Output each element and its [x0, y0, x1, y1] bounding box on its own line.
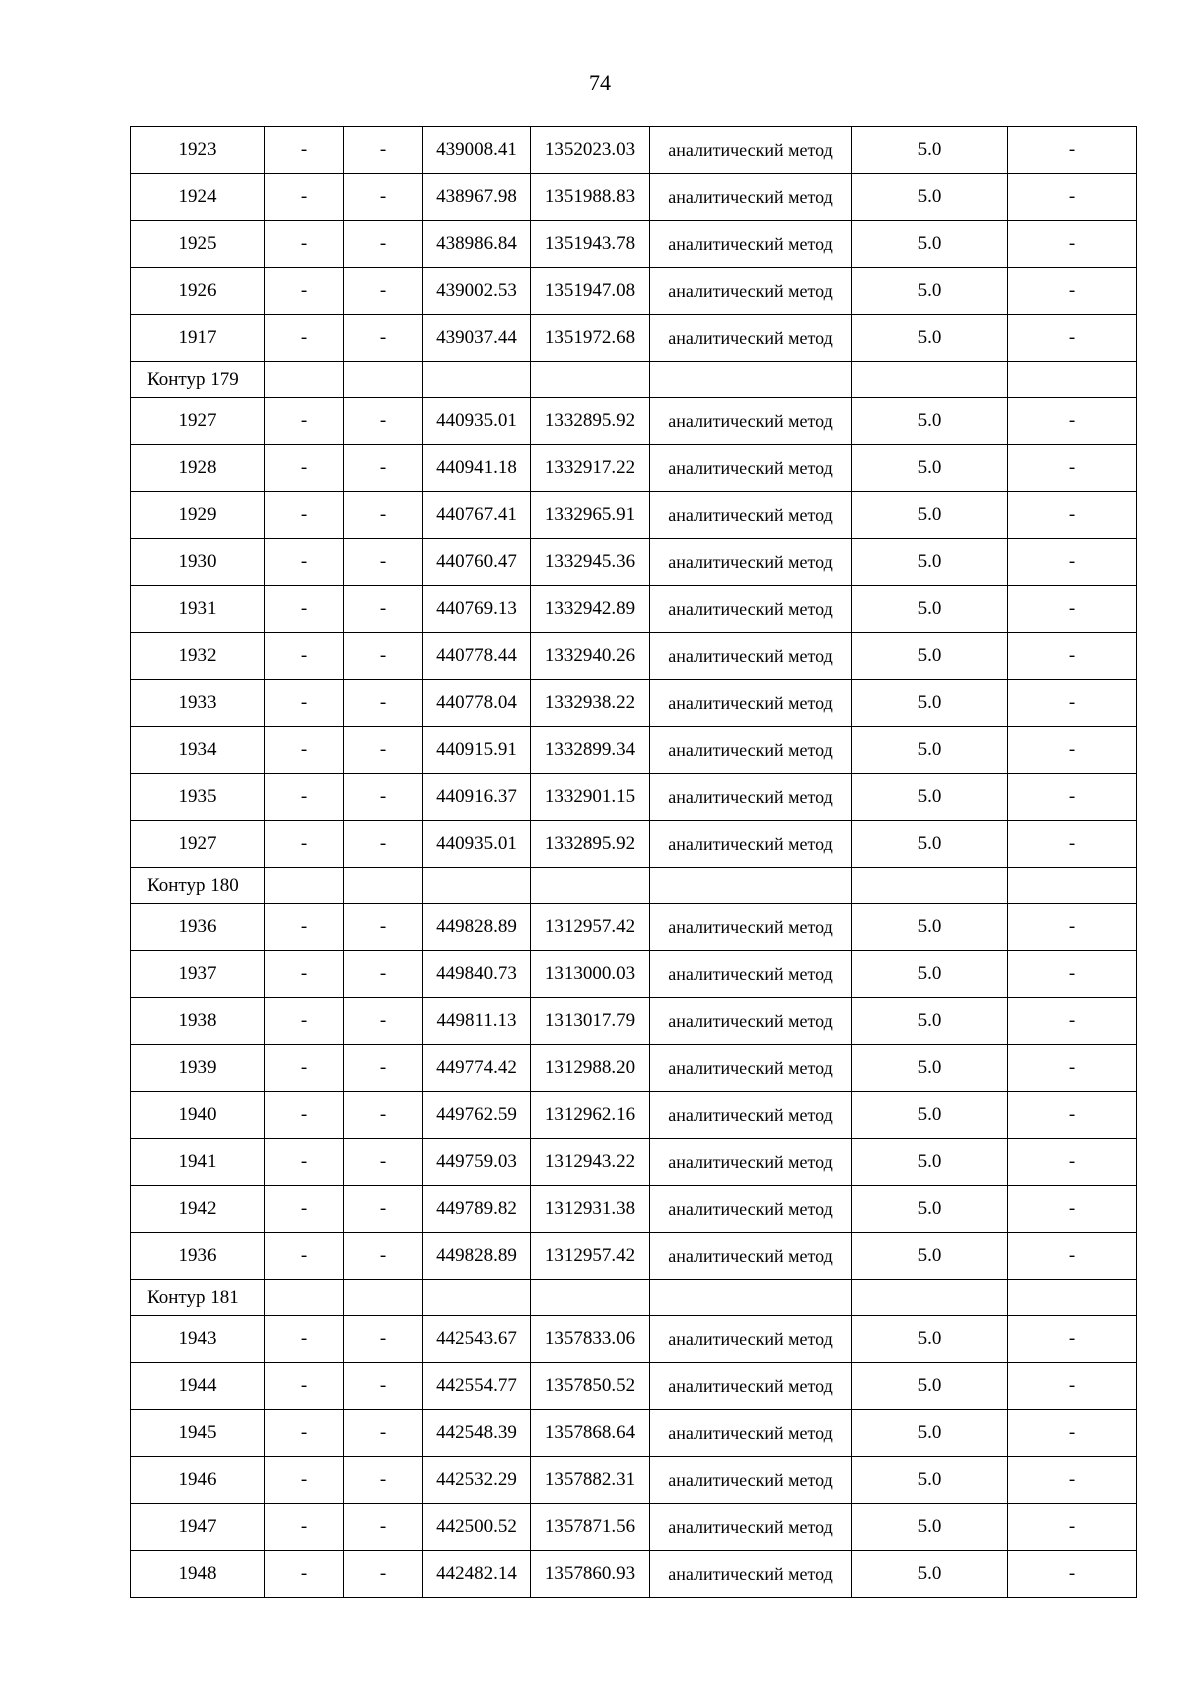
table-row [131, 1045, 1137, 1092]
dash-cell: - [265, 127, 344, 174]
dash-cell: - [344, 174, 423, 221]
y-coordinate-cell: 1351972.68 [531, 315, 650, 362]
empty-cell [423, 1280, 531, 1316]
empty-cell [423, 868, 531, 904]
note-cell: - [1008, 221, 1137, 268]
note-cell: - [1008, 727, 1137, 774]
table-row [131, 727, 1137, 774]
empty-cell [852, 362, 1008, 398]
dash-cell: - [344, 1410, 423, 1457]
empty-cell [1008, 868, 1137, 904]
note-cell: - [1008, 539, 1137, 586]
table-row [131, 774, 1137, 821]
table-row [131, 398, 1137, 445]
y-coordinate-cell: 1332942.89 [531, 586, 650, 633]
y-coordinate-cell: 1357871.56 [531, 1504, 650, 1551]
accuracy-cell: 5.0 [852, 1092, 1008, 1139]
dash-cell: - [344, 998, 423, 1045]
x-coordinate-cell: 449828.89 [423, 904, 531, 951]
table-row [131, 998, 1137, 1045]
accuracy-cell: 5.0 [852, 1186, 1008, 1233]
accuracy-cell: 5.0 [852, 221, 1008, 268]
empty-cell [650, 868, 852, 904]
contour-label: Контур 179 [131, 362, 265, 398]
x-coordinate-cell: 438986.84 [423, 221, 531, 268]
note-cell: - [1008, 586, 1137, 633]
point-id-cell: 1935 [131, 774, 265, 821]
accuracy-cell: 5.0 [852, 1316, 1008, 1363]
method-cell: аналитический метод [650, 1186, 852, 1233]
table-row [131, 268, 1137, 315]
dash-cell: - [265, 1410, 344, 1457]
method-cell: аналитический метод [650, 774, 852, 821]
table-row [131, 951, 1137, 998]
empty-cell [650, 1280, 852, 1316]
y-coordinate-cell: 1332917.22 [531, 445, 650, 492]
dash-cell: - [344, 1045, 423, 1092]
accuracy-cell: 5.0 [852, 315, 1008, 362]
x-coordinate-cell: 449774.42 [423, 1045, 531, 1092]
y-coordinate-cell: 1312957.42 [531, 1233, 650, 1280]
x-coordinate-cell: 440767.41 [423, 492, 531, 539]
method-cell: аналитический метод [650, 680, 852, 727]
dash-cell: - [265, 1504, 344, 1551]
note-cell: - [1008, 821, 1137, 868]
table-row [131, 315, 1137, 362]
accuracy-cell: 5.0 [852, 539, 1008, 586]
table-row [131, 1457, 1137, 1504]
empty-cell [852, 1280, 1008, 1316]
method-cell: аналитический метод [650, 1316, 852, 1363]
table-row [131, 904, 1137, 951]
dash-cell: - [344, 1233, 423, 1280]
dash-cell: - [344, 680, 423, 727]
dash-cell: - [344, 1316, 423, 1363]
empty-cell [423, 362, 531, 398]
method-cell: аналитический метод [650, 221, 852, 268]
contour-label: Контур 181 [131, 1280, 265, 1316]
dash-cell: - [344, 127, 423, 174]
method-cell: аналитический метод [650, 1504, 852, 1551]
table-row [131, 1139, 1137, 1186]
method-cell: аналитический метод [650, 727, 852, 774]
accuracy-cell: 5.0 [852, 1363, 1008, 1410]
dash-cell: - [265, 1363, 344, 1410]
method-cell: аналитический метод [650, 127, 852, 174]
dash-cell: - [265, 727, 344, 774]
y-coordinate-cell: 1357860.93 [531, 1551, 650, 1598]
dash-cell: - [344, 633, 423, 680]
point-id-cell: 1941 [131, 1139, 265, 1186]
dash-cell: - [344, 221, 423, 268]
x-coordinate-cell: 439037.44 [423, 315, 531, 362]
empty-cell [344, 868, 423, 904]
empty-cell [265, 1280, 344, 1316]
y-coordinate-cell: 1312957.42 [531, 904, 650, 951]
x-coordinate-cell: 449828.89 [423, 1233, 531, 1280]
coordinates-table [130, 126, 1137, 1598]
dash-cell: - [265, 586, 344, 633]
point-id-cell: 1931 [131, 586, 265, 633]
accuracy-cell: 5.0 [852, 268, 1008, 315]
point-id-cell: 1947 [131, 1504, 265, 1551]
point-id-cell: 1932 [131, 633, 265, 680]
dash-cell: - [265, 315, 344, 362]
x-coordinate-cell: 442543.67 [423, 1316, 531, 1363]
dash-cell: - [344, 951, 423, 998]
y-coordinate-cell: 1351988.83 [531, 174, 650, 221]
accuracy-cell: 5.0 [852, 445, 1008, 492]
note-cell: - [1008, 1551, 1137, 1598]
point-id-cell: 1939 [131, 1045, 265, 1092]
x-coordinate-cell: 442532.29 [423, 1457, 531, 1504]
table-row [131, 680, 1137, 727]
point-id-cell: 1917 [131, 315, 265, 362]
dash-cell: - [344, 1504, 423, 1551]
contour-label: Контур 180 [131, 868, 265, 904]
dash-cell: - [344, 1139, 423, 1186]
dash-cell: - [344, 1457, 423, 1504]
accuracy-cell: 5.0 [852, 998, 1008, 1045]
note-cell: - [1008, 1092, 1137, 1139]
point-id-cell: 1923 [131, 127, 265, 174]
point-id-cell: 1948 [131, 1551, 265, 1598]
dash-cell: - [265, 998, 344, 1045]
empty-cell [344, 362, 423, 398]
y-coordinate-cell: 1357882.31 [531, 1457, 650, 1504]
accuracy-cell: 5.0 [852, 633, 1008, 680]
method-cell: аналитический метод [650, 1363, 852, 1410]
method-cell: аналитический метод [650, 398, 852, 445]
point-id-cell: 1933 [131, 680, 265, 727]
dash-cell: - [265, 1233, 344, 1280]
method-cell: аналитический метод [650, 1139, 852, 1186]
note-cell: - [1008, 951, 1137, 998]
point-id-cell: 1937 [131, 951, 265, 998]
method-cell: аналитический метод [650, 445, 852, 492]
dash-cell: - [344, 904, 423, 951]
dash-cell: - [265, 633, 344, 680]
accuracy-cell: 5.0 [852, 774, 1008, 821]
table-row [131, 1316, 1137, 1363]
method-cell: аналитический метод [650, 586, 852, 633]
dash-cell: - [265, 821, 344, 868]
table-row [131, 445, 1137, 492]
y-coordinate-cell: 1332938.22 [531, 680, 650, 727]
dash-cell: - [344, 539, 423, 586]
empty-cell [531, 362, 650, 398]
note-cell: - [1008, 774, 1137, 821]
dash-cell: - [344, 268, 423, 315]
note-cell: - [1008, 398, 1137, 445]
table-row [131, 1363, 1137, 1410]
dash-cell: - [265, 174, 344, 221]
x-coordinate-cell: 439008.41 [423, 127, 531, 174]
table-row [131, 1186, 1137, 1233]
x-coordinate-cell: 440769.13 [423, 586, 531, 633]
table-row [131, 492, 1137, 539]
dash-cell: - [265, 1139, 344, 1186]
contour-header-row [131, 868, 1137, 904]
empty-cell [1008, 1280, 1137, 1316]
note-cell: - [1008, 1457, 1137, 1504]
point-id-cell: 1936 [131, 1233, 265, 1280]
accuracy-cell: 5.0 [852, 398, 1008, 445]
empty-cell [1008, 362, 1137, 398]
dash-cell: - [344, 1186, 423, 1233]
method-cell: аналитический метод [650, 492, 852, 539]
table-row [131, 586, 1137, 633]
point-id-cell: 1934 [131, 727, 265, 774]
accuracy-cell: 5.0 [852, 821, 1008, 868]
y-coordinate-cell: 1351943.78 [531, 221, 650, 268]
dash-cell: - [344, 1551, 423, 1598]
page-number: 74 [589, 70, 611, 95]
x-coordinate-cell: 442548.39 [423, 1410, 531, 1457]
table-row [131, 1551, 1137, 1598]
note-cell: - [1008, 633, 1137, 680]
point-id-cell: 1945 [131, 1410, 265, 1457]
point-id-cell: 1942 [131, 1186, 265, 1233]
accuracy-cell: 5.0 [852, 904, 1008, 951]
point-id-cell: 1927 [131, 821, 265, 868]
dash-cell: - [344, 315, 423, 362]
note-cell: - [1008, 127, 1137, 174]
dash-cell: - [265, 1092, 344, 1139]
table-row [131, 1092, 1137, 1139]
dash-cell: - [265, 1457, 344, 1504]
dash-cell: - [344, 445, 423, 492]
method-cell: аналитический метод [650, 174, 852, 221]
dash-cell: - [265, 680, 344, 727]
dash-cell: - [265, 539, 344, 586]
y-coordinate-cell: 1357833.06 [531, 1316, 650, 1363]
accuracy-cell: 5.0 [852, 492, 1008, 539]
x-coordinate-cell: 442482.14 [423, 1551, 531, 1598]
note-cell: - [1008, 492, 1137, 539]
empty-cell [531, 868, 650, 904]
method-cell: аналитический метод [650, 539, 852, 586]
y-coordinate-cell: 1312931.38 [531, 1186, 650, 1233]
x-coordinate-cell: 442554.77 [423, 1363, 531, 1410]
x-coordinate-cell: 440941.18 [423, 445, 531, 492]
dash-cell: - [265, 951, 344, 998]
y-coordinate-cell: 1332899.34 [531, 727, 650, 774]
method-cell: аналитический метод [650, 315, 852, 362]
method-cell: аналитический метод [650, 951, 852, 998]
point-id-cell: 1936 [131, 904, 265, 951]
note-cell: - [1008, 998, 1137, 1045]
point-id-cell: 1938 [131, 998, 265, 1045]
method-cell: аналитический метод [650, 1233, 852, 1280]
note-cell: - [1008, 174, 1137, 221]
dash-cell: - [344, 492, 423, 539]
dash-cell: - [265, 445, 344, 492]
empty-cell [650, 362, 852, 398]
method-cell: аналитический метод [650, 1551, 852, 1598]
table-row [131, 539, 1137, 586]
accuracy-cell: 5.0 [852, 680, 1008, 727]
method-cell: аналитический метод [650, 1457, 852, 1504]
point-id-cell: 1926 [131, 268, 265, 315]
dash-cell: - [344, 398, 423, 445]
point-id-cell: 1930 [131, 539, 265, 586]
empty-cell [531, 1280, 650, 1316]
method-cell: аналитический метод [650, 268, 852, 315]
note-cell: - [1008, 268, 1137, 315]
y-coordinate-cell: 1332895.92 [531, 398, 650, 445]
method-cell: аналитический метод [650, 633, 852, 680]
x-coordinate-cell: 449789.82 [423, 1186, 531, 1233]
point-id-cell: 1927 [131, 398, 265, 445]
dash-cell: - [344, 586, 423, 633]
y-coordinate-cell: 1312962.16 [531, 1092, 650, 1139]
x-coordinate-cell: 440778.44 [423, 633, 531, 680]
dash-cell: - [265, 1045, 344, 1092]
dash-cell: - [344, 774, 423, 821]
accuracy-cell: 5.0 [852, 174, 1008, 221]
dash-cell: - [344, 1092, 423, 1139]
x-coordinate-cell: 440778.04 [423, 680, 531, 727]
accuracy-cell: 5.0 [852, 951, 1008, 998]
method-cell: аналитический метод [650, 998, 852, 1045]
y-coordinate-cell: 1332940.26 [531, 633, 650, 680]
note-cell: - [1008, 1363, 1137, 1410]
y-coordinate-cell: 1332895.92 [531, 821, 650, 868]
x-coordinate-cell: 440916.37 [423, 774, 531, 821]
dash-cell: - [265, 1551, 344, 1598]
note-cell: - [1008, 315, 1137, 362]
accuracy-cell: 5.0 [852, 1457, 1008, 1504]
note-cell: - [1008, 680, 1137, 727]
y-coordinate-cell: 1357868.64 [531, 1410, 650, 1457]
x-coordinate-cell: 438967.98 [423, 174, 531, 221]
point-id-cell: 1943 [131, 1316, 265, 1363]
x-coordinate-cell: 442500.52 [423, 1504, 531, 1551]
dash-cell: - [265, 904, 344, 951]
point-id-cell: 1925 [131, 221, 265, 268]
accuracy-cell: 5.0 [852, 586, 1008, 633]
table-row [131, 1233, 1137, 1280]
dash-cell: - [265, 268, 344, 315]
empty-cell [344, 1280, 423, 1316]
dash-cell: - [265, 1316, 344, 1363]
x-coordinate-cell: 449759.03 [423, 1139, 531, 1186]
note-cell: - [1008, 1139, 1137, 1186]
dash-cell: - [344, 821, 423, 868]
method-cell: аналитический метод [650, 904, 852, 951]
y-coordinate-cell: 1313000.03 [531, 951, 650, 998]
x-coordinate-cell: 440915.91 [423, 727, 531, 774]
x-coordinate-cell: 440935.01 [423, 821, 531, 868]
y-coordinate-cell: 1332945.36 [531, 539, 650, 586]
table-row [131, 1410, 1137, 1457]
y-coordinate-cell: 1351947.08 [531, 268, 650, 315]
dash-cell: - [265, 492, 344, 539]
note-cell: - [1008, 1504, 1137, 1551]
point-id-cell: 1928 [131, 445, 265, 492]
table-row [131, 174, 1137, 221]
note-cell: - [1008, 1233, 1137, 1280]
table-row [131, 221, 1137, 268]
point-id-cell: 1946 [131, 1457, 265, 1504]
method-cell: аналитический метод [650, 821, 852, 868]
accuracy-cell: 5.0 [852, 1410, 1008, 1457]
point-id-cell: 1929 [131, 492, 265, 539]
table-row [131, 1504, 1137, 1551]
y-coordinate-cell: 1357850.52 [531, 1363, 650, 1410]
contour-header-row [131, 1280, 1137, 1316]
x-coordinate-cell: 449762.59 [423, 1092, 531, 1139]
y-coordinate-cell: 1332965.91 [531, 492, 650, 539]
table-row [131, 127, 1137, 174]
point-id-cell: 1940 [131, 1092, 265, 1139]
empty-cell [265, 362, 344, 398]
note-cell: - [1008, 1316, 1137, 1363]
note-cell: - [1008, 1410, 1137, 1457]
method-cell: аналитический метод [650, 1092, 852, 1139]
dash-cell: - [265, 774, 344, 821]
contour-header-row [131, 362, 1137, 398]
table-body [131, 127, 1137, 1598]
method-cell: аналитический метод [650, 1410, 852, 1457]
x-coordinate-cell: 439002.53 [423, 268, 531, 315]
note-cell: - [1008, 1045, 1137, 1092]
accuracy-cell: 5.0 [852, 1139, 1008, 1186]
point-id-cell: 1924 [131, 174, 265, 221]
dash-cell: - [344, 1363, 423, 1410]
empty-cell [852, 868, 1008, 904]
table-row [131, 821, 1137, 868]
y-coordinate-cell: 1312988.20 [531, 1045, 650, 1092]
dash-cell: - [265, 221, 344, 268]
accuracy-cell: 5.0 [852, 1551, 1008, 1598]
accuracy-cell: 5.0 [852, 127, 1008, 174]
x-coordinate-cell: 449840.73 [423, 951, 531, 998]
note-cell: - [1008, 904, 1137, 951]
empty-cell [265, 868, 344, 904]
accuracy-cell: 5.0 [852, 1504, 1008, 1551]
y-coordinate-cell: 1312943.22 [531, 1139, 650, 1186]
dash-cell: - [265, 398, 344, 445]
method-cell: аналитический метод [650, 1045, 852, 1092]
x-coordinate-cell: 449811.13 [423, 998, 531, 1045]
dash-cell: - [265, 1186, 344, 1233]
point-id-cell: 1944 [131, 1363, 265, 1410]
y-coordinate-cell: 1352023.03 [531, 127, 650, 174]
y-coordinate-cell: 1332901.15 [531, 774, 650, 821]
dash-cell: - [344, 727, 423, 774]
x-coordinate-cell: 440935.01 [423, 398, 531, 445]
x-coordinate-cell: 440760.47 [423, 539, 531, 586]
accuracy-cell: 5.0 [852, 1233, 1008, 1280]
y-coordinate-cell: 1313017.79 [531, 998, 650, 1045]
accuracy-cell: 5.0 [852, 1045, 1008, 1092]
note-cell: - [1008, 445, 1137, 492]
accuracy-cell: 5.0 [852, 727, 1008, 774]
table-row [131, 633, 1137, 680]
note-cell: - [1008, 1186, 1137, 1233]
